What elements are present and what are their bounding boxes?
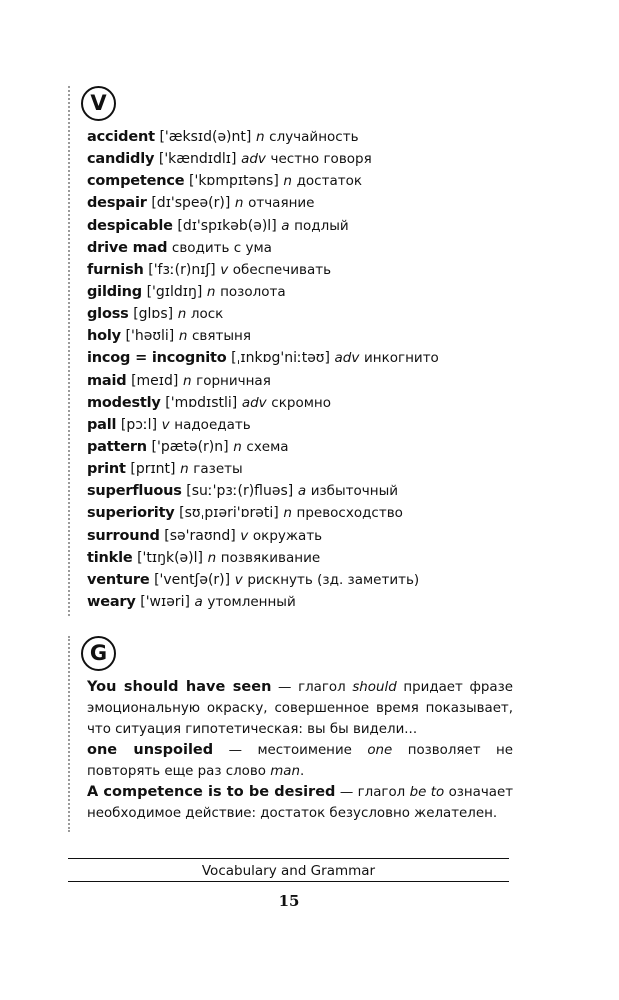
vocab-part-of-speech: n [234, 195, 244, 212]
vocab-word: modestly [87, 394, 161, 411]
vocab-translation: газеты [193, 461, 243, 478]
vocab-part-of-speech: adv [241, 394, 267, 411]
grammar-badge: G [81, 636, 116, 671]
vocab-word: despair [87, 195, 147, 212]
vocab-transcription: ['həʊli] [125, 328, 175, 345]
vocab-transcription: [dɪ'spɪkəb(ə)l] [177, 217, 277, 234]
vocab-translation: обеспечивать [232, 261, 332, 278]
grammar-note-text: позволяет не повторять еще раз слово [87, 743, 513, 779]
grammar-note-text: придает фразе эмоциональную окраску, совершенное время показывает, что ситуация гипотетическая: вы бы видели... [87, 680, 513, 737]
grammar-note-text: означает необходимое действие: достаток безусловно желателен. [87, 785, 513, 821]
vocab-word: holy [87, 328, 121, 345]
vocab-part-of-speech: a [194, 593, 203, 610]
vocab-translation: инкогнито [363, 350, 439, 367]
vocab-transcription: ['pætə(r)n] [151, 438, 229, 455]
vocab-part-of-speech: v [234, 571, 243, 588]
vocab-part-of-speech: n [180, 461, 189, 478]
grammar-note-term: be to [409, 785, 445, 800]
vocab-part-of-speech: n [255, 129, 265, 145]
vocab-translation: сводить с ума [171, 239, 272, 256]
vocabulary-list [87, 126, 439, 613]
grammar-note [87, 740, 513, 782]
grammar-note-heading: one unspoiled [87, 742, 214, 758]
vocab-entry [87, 414, 439, 436]
vocab-entry [87, 458, 439, 480]
vocab-word: superiority [87, 505, 175, 522]
vocab-translation: схема [246, 438, 289, 455]
vocab-entry [87, 347, 439, 369]
vocab-word: superfluous [87, 483, 182, 500]
vocab-entry [87, 170, 439, 192]
vocab-part-of-speech: n [207, 549, 217, 566]
vocab-translation: случайность [269, 129, 359, 145]
vocab-part-of-speech: v [240, 527, 249, 544]
footer-rule-bottom [68, 881, 509, 882]
vocab-translation: горничная [196, 372, 271, 389]
grammar-note-heading: A competence is to be desired [87, 784, 336, 800]
vocab-transcription: ['gɪldɪŋ] [146, 283, 203, 300]
vocab-transcription: [sʊˌpɪəri'ɒrəti] [179, 505, 279, 522]
vocab-part-of-speech: n [233, 438, 242, 455]
vocab-entry [87, 148, 439, 170]
vocab-translation: подлый [294, 217, 349, 234]
vocab-word: accident [87, 129, 155, 145]
vocab-entry [87, 547, 439, 569]
vocab-word: print [87, 461, 126, 478]
vocab-entry [87, 480, 439, 502]
vocab-part-of-speech: adv [241, 151, 266, 168]
vocab-translation: надоедать [174, 416, 251, 433]
vocab-translation: честно говоря [270, 151, 372, 168]
vocab-transcription: ['mɒdɪstli] [165, 394, 238, 411]
vocab-transcription: [sə'raʊnd] [164, 527, 236, 544]
vocab-part-of-speech: v [161, 416, 170, 433]
vocab-entry [87, 370, 439, 392]
vocab-entry [87, 569, 439, 591]
vocab-translation: избыточный [310, 483, 399, 500]
vocab-transcription: ['fɜː(r)nɪʃ] [148, 261, 216, 278]
vocab-transcription: ['ventʃə(r)] [154, 571, 231, 588]
vocab-word: drive mad [87, 239, 168, 256]
grammar-note [87, 677, 513, 740]
vocab-entry [87, 325, 439, 347]
vocab-word: despicable [87, 217, 173, 234]
grammar-note-text: — глагол [335, 785, 410, 800]
vocab-translation: окружать [252, 527, 323, 544]
vocab-part-of-speech: n [177, 306, 187, 323]
grammar-note-text: — глагол [271, 680, 353, 695]
vocab-entry [87, 192, 439, 214]
vocab-word: tinkle [87, 549, 133, 566]
vocab-word: gilding [87, 283, 142, 300]
vocab-entry [87, 281, 439, 303]
footer-title: Vocabulary and Grammar [201, 863, 376, 879]
vocab-entry [87, 126, 439, 148]
vocab-transcription: ['kændɪdlɪ] [158, 151, 237, 168]
vocab-transcription: [ˌɪnkɒg'niːtəʊ] [231, 350, 330, 367]
vocab-translation: отчаяние [248, 195, 315, 212]
grammar-note-term: man [270, 764, 300, 779]
vocab-word: furnish [87, 261, 144, 278]
vocab-word: pattern [87, 438, 147, 455]
vocab-transcription: [suː'pɜː(r)fluəs] [186, 483, 294, 500]
grammar-notes [87, 677, 513, 824]
vocabulary-dotted-rule [68, 86, 70, 616]
vocab-translation: утомленный [207, 593, 296, 610]
footer-rule-top [68, 858, 509, 859]
vocab-transcription: [glɒs] [133, 306, 174, 323]
vocab-transcription: ['wɪəri] [140, 593, 190, 610]
grammar-note-term: should [352, 680, 397, 695]
vocab-entry [87, 436, 439, 458]
vocab-part-of-speech: a [297, 483, 307, 500]
vocab-part-of-speech: a [281, 217, 290, 234]
vocab-transcription: [meɪd] [131, 372, 179, 389]
grammar-note-text: — местоимение [213, 743, 368, 758]
vocab-word: pall [87, 416, 117, 433]
vocab-part-of-speech: n [283, 173, 292, 190]
vocab-word: weary [87, 593, 136, 610]
vocab-transcription: ['tɪŋk(ə)l] [137, 549, 203, 566]
vocab-transcription: [pɔːl] [120, 416, 158, 433]
grammar-note-text: . [299, 764, 305, 779]
vocab-part-of-speech: v [220, 261, 229, 278]
vocab-translation: скромно [271, 394, 331, 411]
vocab-transcription: [dɪ'speə(r)] [151, 195, 231, 212]
vocab-translation: позвякивание [220, 549, 321, 566]
vocab-translation: лоск [190, 306, 224, 323]
vocab-entry [87, 215, 439, 237]
vocab-entry [87, 237, 439, 259]
vocab-word: candidly [87, 151, 155, 168]
vocab-part-of-speech: n [182, 372, 192, 389]
vocab-entry [87, 591, 439, 613]
vocab-transcription: ['kɒmpɪtəns] [189, 173, 279, 190]
vocab-translation: превосходство [296, 505, 403, 522]
grammar-note-heading: You should have seen [87, 679, 272, 695]
vocab-transcription: [prɪnt] [130, 461, 176, 478]
vocab-word: incog = incognito [87, 350, 227, 367]
vocab-word: maid [87, 372, 127, 389]
grammar-note-term: one [367, 743, 393, 758]
vocab-part-of-speech: n [178, 328, 188, 345]
vocab-translation: рискнуть (зд. заметить) [247, 571, 420, 588]
vocab-translation: святыня [192, 328, 251, 345]
vocab-translation: достаток [296, 173, 362, 190]
vocab-transcription: ['æksɪd(ə)nt] [159, 129, 252, 145]
vocab-entry [87, 525, 439, 547]
vocab-entry [87, 392, 439, 414]
vocab-word: surround [87, 527, 160, 544]
vocab-part-of-speech: n [206, 283, 216, 300]
vocab-entry [87, 259, 439, 281]
vocabulary-badge: V [81, 86, 116, 121]
vocab-part-of-speech: n [283, 505, 292, 522]
vocab-translation: позолота [220, 283, 286, 300]
vocab-word: gloss [87, 306, 129, 323]
vocab-part-of-speech: adv [334, 350, 360, 367]
page-number: 15 [278, 892, 300, 910]
vocab-entry [87, 303, 439, 325]
vocab-entry [87, 502, 439, 524]
grammar-note [87, 782, 513, 824]
vocab-word: competence [87, 173, 185, 190]
grammar-dotted-rule [68, 636, 70, 832]
vocab-word: venture [87, 571, 150, 588]
